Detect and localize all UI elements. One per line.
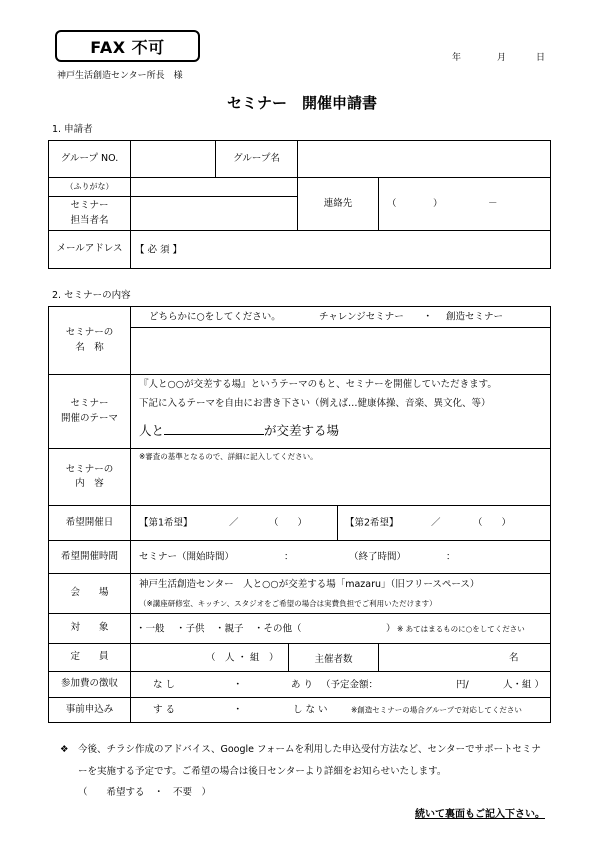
pre-registration-label: 事前申込み [49,698,131,723]
email-field[interactable] [131,231,551,269]
option-challenge-seminar[interactable]: チャレンジセミナー [319,311,404,323]
email-label: メールアドレス [49,231,131,269]
section-heading-seminar: 2. セミナーの内容 [52,290,131,301]
fee-label: 参加費の徴収 [49,672,131,698]
theme-intro-text: 『人と○○が交差する場』というテーマのもと、セミナーを開催していただきます。 [139,379,497,390]
organizer-count-field[interactable] [379,644,551,672]
fee-cell [131,672,551,698]
applicant-table [48,140,551,269]
end-time-label: （終了時間） [349,551,407,563]
seminar-content-label [49,449,131,506]
seminar-name-label-line1: セミナーの [65,327,114,339]
seminar-name-label-line2: 名 称 [75,341,104,353]
table-row [49,375,551,449]
table-row [49,614,551,644]
seminar-content-field[interactable] [131,449,551,506]
table-row [49,672,551,698]
table-row [49,574,551,614]
email-required-note: 【 必 須 】 [135,243,183,255]
venue-label: 会 場 [49,574,131,614]
bullet-icon: ❖ [60,744,69,755]
contact-label: 連絡先 [298,178,379,231]
fee-amount-label: （予定金額： [321,678,379,690]
capacity-unit: （ 人 ・ 組 ） [206,651,279,663]
seminar-theme-label-line1: セミナー [70,398,109,410]
content-note: ※審査の基準となるので、詳細に記入してください。 [139,452,318,461]
venue-note: （※講座研修室、キッチン、スタジオをご希望の場合は実費負担でご利用いただけます） [139,599,437,608]
theme-blank-field[interactable] [164,423,264,435]
target-label: 対 象 [49,614,131,644]
table-row [49,178,551,197]
group-no-label: グループ NO. [49,141,131,178]
weekday-paren: （ ） [269,517,308,529]
start-time-label: セミナー（開始時間） [139,551,235,563]
seminar-type-instruction: どちらかに○をしてください。 [149,311,281,323]
contact-person-label-line2: 担当者名 [70,214,109,226]
date-slash: ／ [431,517,441,529]
furigana-field[interactable] [131,178,298,197]
seminar-type-choice [131,307,551,328]
first-choice-label: 【第1希望】 [139,517,193,529]
organizer-count-unit: 名 [509,651,519,663]
fax-badge-text: FAX 不可 [90,37,165,57]
seminar-table [48,306,551,723]
date-slash: ／ [229,517,239,529]
table-row [49,541,551,574]
group-name-label: グループ名 [216,141,298,178]
phone-field[interactable] [379,178,551,231]
seminar-content-label-line1: セミナーの [65,463,114,475]
support-seminar-note: 今後、チラシ作成のアドバイス、Google フォームを利用した申込受付方法など、センターでサポートセミナーを実施する予定です。ご希望の場合は後日センターより詳細をお知らせいたします。 [78,744,541,777]
fee-yen-label: 円/ [456,678,469,690]
date-day-label: 日 [536,53,546,63]
phone-dash: － [488,198,498,210]
pre-registration-option-yes[interactable]: す る [153,704,176,716]
venue-cell [131,574,551,614]
theme-instruction-text: 下記に入るテーマを自由にお書き下さい（例えば…健康体操、音楽、異文化、等） [139,398,491,409]
theme-fill-prefix: 人と [139,423,165,438]
target-other-close-paren: ） [386,622,396,634]
group-no-field[interactable] [131,141,216,178]
pre-registration-separator: ・ [233,704,243,716]
preferred-time-field[interactable] [131,541,551,574]
weekday-paren: （ ） [473,517,512,529]
capacity-field[interactable] [131,644,289,672]
time-colon: ： [446,551,456,563]
second-choice-label: 【第2希望】 [345,517,399,529]
support-choice[interactable]: （ 希望する ・ 不要 ） [78,787,212,798]
group-name-field[interactable] [298,141,551,178]
seminar-name-field[interactable] [131,328,551,375]
page-title: セミナー 開催申請書 [227,94,378,112]
table-row [49,644,551,672]
venue-name: 神戸生活創造センター 人と○○が交差する場「mazaru」（旧フリースペース） [139,579,480,590]
table-row [49,506,551,541]
furigana-label: （ふりがな） [49,178,131,197]
theme-fill-line [139,423,339,438]
organizer-count-label: 主催者数 [289,644,379,672]
fee-per-unit-label: 人・組 ） [503,678,545,690]
table-row [49,698,551,723]
seminar-name-label [49,307,131,375]
fee-separator: ・ [233,678,243,690]
pre-registration-note: ※創造セミナーの場合グループで対応してください [351,705,522,715]
section-heading-applicant: 1. 申請者 [52,124,93,135]
seminar-theme-label [49,375,131,449]
pre-registration-option-no[interactable]: し な い [293,704,328,716]
seminar-type-separator: ・ [423,311,433,323]
target-options-cell [131,614,551,644]
contact-person-label [49,197,131,231]
date-month-label: 月 [497,53,507,63]
table-row [49,449,551,506]
table-row [49,231,551,269]
preferred-date-label: 希望開催日 [49,506,131,541]
fee-option-yes[interactable]: あ り [291,678,314,690]
capacity-label: 定 員 [49,644,131,672]
table-row [49,141,551,178]
phone-close-paren: ） [433,198,443,210]
target-option-parent-child[interactable]: ・親子 [215,622,244,634]
date-year-label: 年 [452,53,462,63]
time-colon: ： [284,551,294,563]
target-option-general[interactable]: ・一般 [136,622,165,634]
second-choice-date-field[interactable] [338,506,551,541]
contact-person-label-line1: セミナー [70,200,109,212]
preferred-time-label: 希望開催時間 [49,541,131,574]
phone-open-paren: （ [387,198,397,210]
seminar-content-label-line2: 内 容 [75,478,104,489]
pre-registration-cell [131,698,551,723]
table-row [49,307,551,328]
theme-fill-suffix: が交差する場 [264,423,340,438]
seminar-theme-label-line2: 開催のテーマ [60,412,118,424]
first-choice-date-field[interactable] [131,506,338,541]
fee-option-none[interactable]: な し [153,678,176,690]
target-option-children[interactable]: ・子供 [176,622,205,634]
addressee: 神戸生活創造センター所長 様 [57,71,183,81]
target-note: ※ あてはまるものに○をしてください [397,624,525,633]
contact-person-field[interactable] [131,197,298,231]
option-creation-seminar[interactable]: 創造セミナー [446,311,504,323]
continue-on-back-note: 続いて裏面もご記入下さい。 [415,809,545,820]
seminar-theme-cell [131,375,551,449]
target-option-other[interactable]: ・その他（ [254,622,302,634]
fax-not-accepted-badge [55,30,200,62]
